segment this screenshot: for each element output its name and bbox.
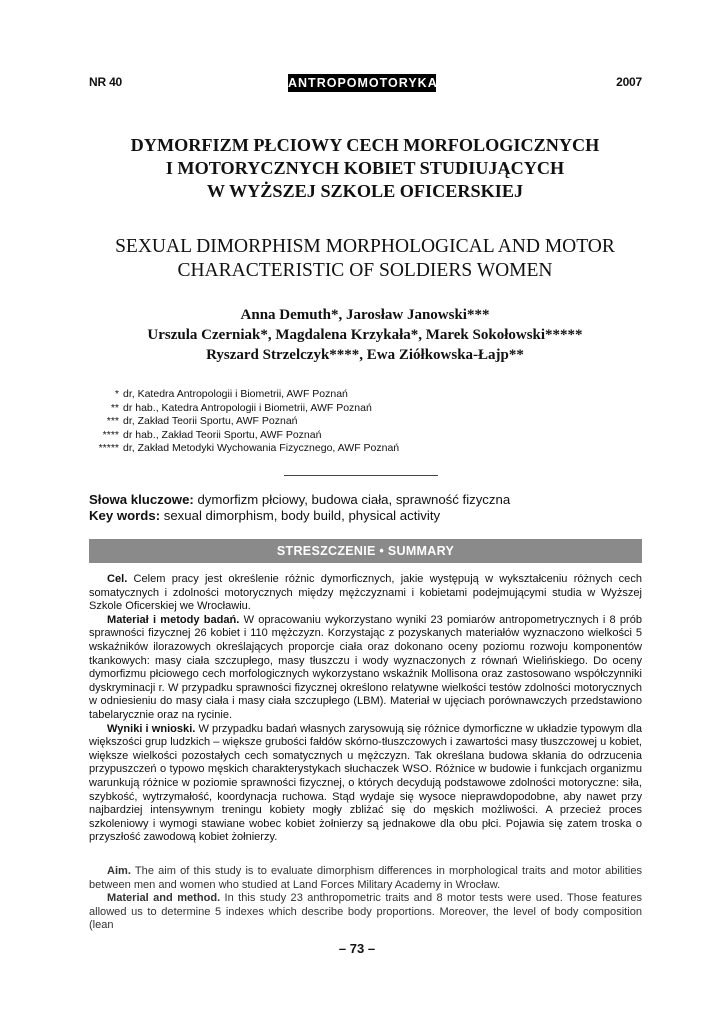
title-polish-line: I MOTORYCZNYCH KOBIET STUDIUJĄCYCH xyxy=(165,158,565,178)
abstract-paragraph xyxy=(89,573,642,614)
paragraph-label: Materiał i metody badań. xyxy=(107,613,240,626)
abstract-paragraph xyxy=(89,614,642,723)
affiliation-text: dr, Zakład Metodyki Wychowania Fizycznego, AWF Poznań xyxy=(123,442,400,454)
affiliation-item xyxy=(85,402,399,416)
affiliation-list xyxy=(85,388,399,456)
title-polish-line: DYMORFIZM PŁCIOWY CECH MORFOLOGICZNYCH xyxy=(130,135,600,155)
title-polish xyxy=(40,134,690,203)
keywords-polish-text: dymorfizm płciowy, budowa ciała, sprawność fizyczna xyxy=(193,492,511,507)
author-line: Ryszard Strzelczyk****, Ewa Ziółkowska-Łajp** xyxy=(206,347,524,363)
paragraph-text: In this study 23 anthropometric traits and 8 motor tests were used. Those features allowed us to determine 5 indexes which describe body proportions. Moreover, the level of body composition (lean xyxy=(89,892,642,932)
keywords-english-text: sexual dimorphism, body build, physical activity xyxy=(160,508,441,523)
title-polish-line: W WYŻSZEJ SZKOLE OFICERSKIEJ xyxy=(206,181,524,201)
paragraph-text: W opracowaniu wykorzystano wyniki 23 pomiarów antropometrycznych i 8 prób sprawności fizycznej 26 kobiet i 110 mężczyzn. Korzystając z pozyskanych materiałów wyznaczono wielkości 5 wskaźników ilorazowych określających proporcje ciała oraz dokonano oceny poziomu rozwoju komponentów tkankowych: masy ciała szczupłego, masy tłuszczu i wody wyznaczonych z równań Wielińskiego. Do oceny dymorfizmu płciowego cech morfologicznych wykorzystano wskaźnik Mollisona oraz zastosowano współczynniki dyskryminacji r. W przypadku sprawności fizycznej określono relatywne wielkości testów zdolności motorycznych w odniesieniu do masy ciała i masy ciała szczupłego (LBM). Materiał w ujęciach porównawczych przedstawiono tabelarycznie oraz na rycinie. xyxy=(89,613,642,721)
paragraph-text: Celem pracy jest określenie różnic dymorficznych, jakie występują w wykształceniu różnych cech somatycznych i zdolności motorycznych między mężczyznami i kobietami podejmującymi studia w Wyższej Szkole Oficerskiej we Wrocławiu. xyxy=(89,573,642,613)
year: 2007 xyxy=(616,75,642,89)
paragraph-text: The aim of this study is to evaluate dimorphism differences in morphological traits and motor abilities between men and women who studied at Land Forces Military Academy in Wrocław. xyxy=(89,865,642,891)
issue-number: NR 40 xyxy=(89,75,123,89)
affiliation-item xyxy=(85,415,399,429)
summary-heading-bar: STRESZCZENIE • SUMMARY xyxy=(89,539,642,563)
affiliation-text: dr hab., Zakład Teorii Sportu, AWF Poznań xyxy=(123,428,322,441)
affiliation-mark: **** xyxy=(102,428,119,441)
author-list xyxy=(40,305,690,365)
paragraph-label: Aim. xyxy=(107,865,131,877)
title-english-line: CHARACTERISTIC OF SOLDIERS WOMEN xyxy=(177,260,553,281)
abstract-polish xyxy=(89,573,642,845)
affiliation-mark: * xyxy=(114,388,119,400)
affiliation-item xyxy=(85,442,399,456)
author-line: Anna Demuth*, Jarosław Janowski*** xyxy=(240,307,490,323)
affiliation-text: dr hab., Katedra Antropologii i Biometrii, AWF Poznań xyxy=(123,401,372,414)
author-line: Urszula Czerniak*, Magdalena Krzykała*, Marek Sokołowski***** xyxy=(147,327,583,343)
abstract-english xyxy=(89,865,642,933)
page-number: – 73 – xyxy=(338,941,376,956)
keywords-english-label: Key words: xyxy=(89,508,161,523)
abstract-paragraph xyxy=(89,723,642,845)
affiliation-item xyxy=(85,429,399,443)
abstract-paragraph xyxy=(89,892,642,933)
title-english xyxy=(40,235,690,283)
keywords-polish xyxy=(89,492,510,508)
affiliation-text: dr, Katedra Antropologii i Biometrii, AWF Poznań xyxy=(123,388,348,400)
affiliation-item xyxy=(85,388,399,402)
paragraph-label: Wyniki i wnioski. xyxy=(107,722,196,735)
affiliation-text: dr, Zakład Teorii Sportu, AWF Poznań xyxy=(123,415,298,427)
keywords-english xyxy=(89,508,440,524)
journal-name: ANTROPOMOTORYKA xyxy=(288,76,438,90)
paragraph-text: W przypadku badań własnych zarysowują się różnice dymorficzne w układzie typowym dla większości grup ludzkich – większe grubości fałdów skórno-tłuszczowych i zawartości masy tłuszczowej u kobiet, większe wielkości pozostałych cech somatycznych u mężczyzn. Tak określana budowa skłania do odrzucenia przypuszczeń o typowo męskich charakterystykach słuchaczek WSO. Różnice w budowie i funkcjach organizmu warunkują różnice w poziomie sprawności fizycznej, o których decydują podstawowe zdolności motoryczne: siła, szybkość, wytrzymałość, koordynacja ruchowa. Stąd wydaje się wysoce nieprawdopodobne, aby nawet przy najbardziej intensywnym treningu kobiety mogły zbliżać się do męskich możliwości. A przecież proces szkoleniowy i wymogi stawiane wobec kobiet żołnierzy są jednakowe dla obu płci. Pojawia się zatem troska o przyszłość zawodową kobiet żołnierzy. xyxy=(89,722,642,844)
paragraph-label: Material and method. xyxy=(107,892,221,905)
abstract-paragraph xyxy=(89,865,642,892)
title-english-line: SEXUAL DIMORPHISM MORPHOLOGICAL AND MOTOR xyxy=(115,236,615,257)
affiliation-mark: *** xyxy=(106,415,119,427)
keywords-polish-label: Słowa kluczowe: xyxy=(89,492,194,507)
separator-rule xyxy=(284,475,438,476)
affiliation-mark: ***** xyxy=(98,442,119,454)
paragraph-label: Cel. xyxy=(107,573,128,585)
affiliation-mark: ** xyxy=(110,401,119,414)
